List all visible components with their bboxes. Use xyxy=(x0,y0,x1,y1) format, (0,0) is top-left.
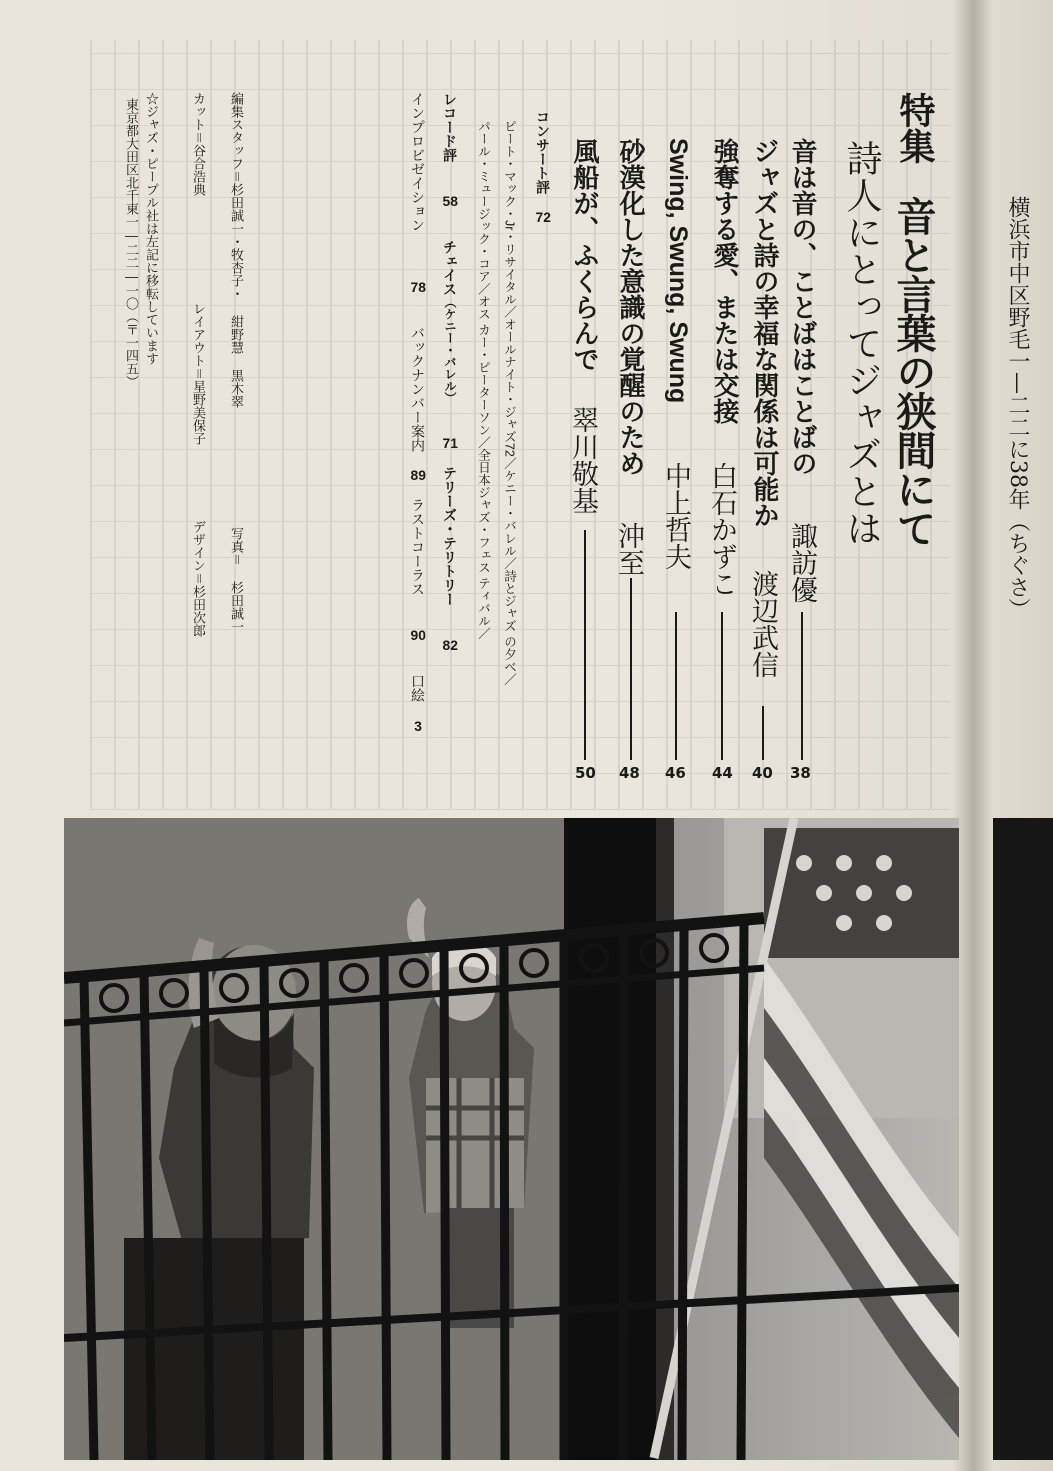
concert-page: 72 xyxy=(535,210,551,224)
article-2-author: 渡辺武信 xyxy=(747,570,778,678)
article-6-author: 翠川敬基 xyxy=(567,406,598,514)
concert-list-line-1: ピート・マック・Jr・リサイタル／オールナイト・ジャズ72／ケニー・バレル／詩とジャズ の夕べ／ xyxy=(502,120,517,686)
record-page: 58 xyxy=(442,194,458,208)
misc-row[interactable] xyxy=(411,92,425,734)
article-5-leader xyxy=(630,578,632,760)
bleed-through-texture xyxy=(90,40,950,810)
article-5-title[interactable]: 砂漠化した意識の覚醒のため xyxy=(616,138,646,476)
credits-design: デザイン＝杉田次郎 xyxy=(191,520,206,637)
record-chase: チェイス xyxy=(442,240,458,296)
lastchorus-label: ラストコーラス xyxy=(410,498,426,596)
next-page-photo-edge xyxy=(993,818,1053,1460)
article-1-leader xyxy=(801,612,803,760)
feature-subtitle: 詩人にとってジャズとは xyxy=(841,140,882,547)
article-4-author: 中上哲夫 xyxy=(660,462,691,570)
article-4-leader xyxy=(675,612,677,760)
backnumber-label: バックナンバー案内 xyxy=(410,326,426,452)
article-3-leader xyxy=(721,612,723,760)
record-label: レコード評 xyxy=(442,92,458,162)
credits-notice: ☆ジャズ・ピープル社は左記に移転しています xyxy=(144,92,159,365)
article-3-title[interactable]: 強奪する愛、または交接 xyxy=(710,138,740,424)
record-review-row[interactable] xyxy=(443,92,457,652)
kuchie-page: 3 xyxy=(410,718,426,734)
record-chase-sub: （ケニー・バレル） xyxy=(443,296,457,404)
balcony-photo xyxy=(64,818,959,1460)
record-chase-page: 71 xyxy=(442,436,458,450)
concert-label-text: コンサート評 xyxy=(535,110,551,194)
article-5-author: 沖至 xyxy=(613,522,644,576)
photo-illustration xyxy=(64,818,959,1460)
record-territory: テリーズ・テリトリー xyxy=(442,466,458,606)
article-3-page: 44 xyxy=(712,764,733,782)
concert-label[interactable] xyxy=(536,110,550,224)
article-6-page: 50 xyxy=(575,764,596,782)
lastchorus-page: 90 xyxy=(410,628,426,642)
article-4-page: 46 xyxy=(665,764,686,782)
article-6-leader xyxy=(584,530,586,760)
article-5-page: 48 xyxy=(619,764,640,782)
improv-page: 78 xyxy=(410,280,426,294)
credits-photo: 写真＝ 杉田誠一 xyxy=(229,527,244,633)
kuchie-label: 口絵 xyxy=(410,674,426,702)
feature-label: 特集 xyxy=(895,92,936,164)
article-6-title[interactable]: 風船が、ふくらんで xyxy=(570,138,600,372)
article-2-page: 40 xyxy=(752,764,773,782)
concert-list-line-2: パール・ミュージック・コア／オス カー・ピーターソン／全日本ジャズ・フェス ティバル／ xyxy=(476,120,491,640)
backnumber-page: 89 xyxy=(410,468,426,482)
record-territory-page: 82 xyxy=(442,638,458,652)
credits-staff: 編集スタッフ＝杉田誠一・牧杏子・ 紺野慧 黒木翠 xyxy=(229,92,244,408)
credits-cut: カット＝谷合浩典 xyxy=(191,92,206,196)
credits-layout: レイアウト＝星野美保子 xyxy=(191,302,206,445)
article-1-title[interactable]: 音は音の、ことばはことばの xyxy=(788,138,818,476)
article-3-author: 白石かずこ xyxy=(706,462,737,597)
next-page-text: 横浜市中区野毛一—二二に38年（ちぐさ） xyxy=(1005,196,1030,620)
improv-label: インプロビゼイション xyxy=(410,92,426,232)
article-2-leader xyxy=(762,706,764,760)
article-1-author: 諏訪優 xyxy=(786,522,817,603)
credits-address: 東京都大田区北千東一—二二—一〇（〒一四五） xyxy=(124,98,139,388)
article-2-title[interactable]: ジャズと詩の幸福な関係は可能か xyxy=(750,138,780,528)
article-4-title[interactable]: Swing, Swung, Swung xyxy=(664,138,692,404)
article-1-page: 38 xyxy=(790,764,811,782)
feature-title: 音と言葉の狭間にて xyxy=(890,196,937,547)
